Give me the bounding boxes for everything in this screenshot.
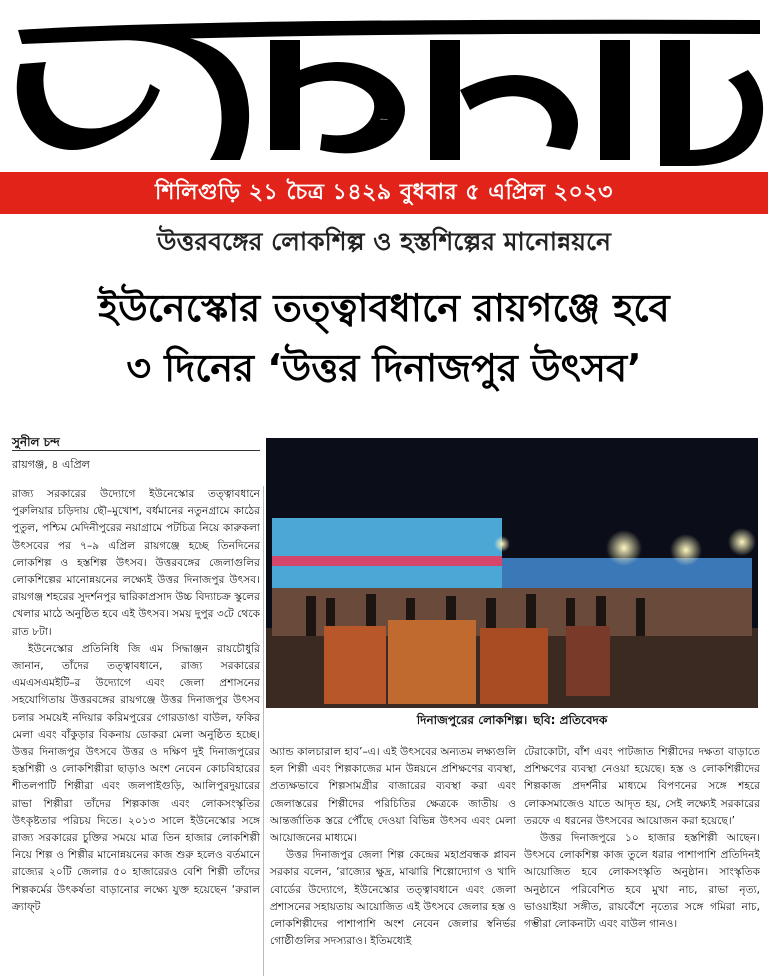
newspaper-logo (0, 0, 768, 172)
caption-main: দিনাজপুরের লোকশিল্প। (416, 713, 528, 727)
article-column-1 (12, 486, 260, 976)
paragraph: ইউনেস্কোর প্রতিনিধি জি এম সিদ্ধাঞ্জন রায়চৌধুরি জানান, তাঁদের তত্ত্বাবধানে, রাজ্য সরকারের এমএসএমইটি–র উদ্যোগে এবং জেলা প্রশাসনের সহযোগিতায় উত্তরবঙ্গের রায়গঞ্জে উত্তর দিনাজপুর উৎসব চলার সময়েই নদিয়ার করিমপুরের গোরডাঙা বাউল, ফকির মেলা এবং বাঁকুড়ার বিকনায় ডোকরা মেলা অনুষ্ঠিত হচ্ছে। উত্তর দিনাজপুর উৎসবে উত্তর ও দক্ষিণ দুই দিনাজপুরের হস্তশিল্পী ও লোকশিল্পীরা ছাড়াও অংশ নেবেন কোচবিহারের শীতলপাটি শিল্পীরা এবং জলপাইগুড়ি, আলিপুরদুয়ারের রাভা শিল্পীরা তাঁদের শিল্পকাজ এবং লোকসংস্কৃতির উৎকৃষ্টতার পরিচয় দিতে। ২০১৩ সালে ইউনেস্কোর সঙ্গে রাজ্য সরকারের চুক্তির সময়ে মাত্র তিন হাজার লোকশিল্পী নিয়ে শিল্প ও শিল্পীর মানোন্নয়নের কাজ শুরু হলেও বর্তমানে রাজ্যের ২০টি জেলার ৫০ হাজারেরও বেশি শিল্পী তাঁদের শিল্পকর্মের উৎকর্ষতা বাড়ানোর লক্ষ্যে যুক্ত হয়েছেন ‘রুরাল ক্র্যাফ্‌ট (12, 642, 260, 913)
byline: সুনীল চন্দ (12, 435, 60, 449)
paragraph: উত্তর দিনাজপুরে ১০ হাজার হস্তশিল্পী আছেন। উৎসবে লোকশিল্প কাজ তুলে ধরার পাশাপাশি প্রতিদিনই আয়োজিত হবে লোকসংস্কৃতি অনুষ্ঠান। সাংস্কৃতিক অনুষ্ঠানে পরিবেশিত হবে মুখা নাচ, রাভা নৃত্য, ভাওয়াইয়া সঙ্গীত, রায়বেঁশে নৃত্যের সঙ্গে গমিরা নাচ, গম্ভীরা লোকনাট্য এবং বাউল গানও। (524, 832, 760, 931)
paragraph: অ্যান্ড কালচারাল হাব’–এ। এই উৎসবের অন্যতম লক্ষ্যগুলি হল শিল্পী এবং শিল্পকাজের মান উন্নয়নে প্রশিক্ষণের ব্যবস্থা, প্রত্যক্ষভাবে শিল্পসামগ্রীর বাজারের ব্যবস্থা করা এবং জেলাস্তরের শিল্পীদের পরিচিতির ক্ষেত্রকে জাতীয় ও আন্তর্জাতিক স্তরে পৌঁছে দেওয়া বিভিন্ন উৎসব এবং মেলা আয়োজনের মাধ্যমে। (270, 746, 516, 845)
article-kicker: উত্তরবঙ্গের লোকশিল্প ও হস্তশিল্পের মানোন্নয়নে (157, 227, 611, 256)
dateline-place: রায়গঞ্জ, ৪ এপ্রিল (12, 458, 90, 471)
fair-photo (266, 438, 758, 708)
paragraph: উত্তর দিনাজপুর জেলা শিল্প কেন্দ্রের মহাপ্রবন্ধক প্লাবন সরকার বলেন, ‘রাজ্যের ক্ষুদ্র, মাঝারি শিল্পোদ্যোগ ও খাদি বোর্ডের উদ্যোগে, ইউনেস্কোর তত্ত্বাবধানে এবং জেলা প্রশাসনের সহায়তায় আয়োজিত এই উৎসবে জেলার হস্ত ও লোকশিল্পীদের পাশাপাশি অংশ নেবেন জেলার স্বনির্ভর গোষ্ঠীগুলির সদস্যরাও। ইতিমধ্যেই (270, 849, 516, 948)
article-photo (266, 438, 758, 708)
photo-caption (266, 712, 758, 732)
headline-line-2: ৩ দিনের ‘উত্তর দিনাজপুর উৎসব’ (126, 346, 642, 390)
paragraph: টেরাকোটা, বাঁশ এবং পাটজাত শিল্পীদের দক্ষতা বাড়াতে প্রশিক্ষণের ব্যবস্থা নেওয়া হয়েছে। হস্ত ও লোকশিল্পীদের শিল্পকাজ প্রদর্শনীর মাধ্যমে বিপণনের সঙ্গে শহরে লোকসমাজেও যাতে আদৃত হয়, সেই লক্ষ্যেই সরকারের তরফে এ ধরনের উৎসবের আয়োজন করা হয়েছে।’ (524, 746, 760, 827)
article-headline (10, 278, 758, 398)
paragraph: রাজ্য সরকারের উদ্যোগে ইউনেস্কোর তত্ত্বাবধানে পুরুলিয়ার চড়িদায় ছৌ–মুখোশ, বর্ধমানের নতুনগ্রামে কাঠের পুতুল, পশ্চিম মেদিনীপুরের নয়াগ্রামে পটচিত্র নিয়ে কারুকলা উৎসবের পর ৭–৯ এপ্রিল রায়গঞ্জে হচ্ছে তিনদিনের লোকশিল্প ও হস্তশিল্প উৎসব। উত্তরবঙ্গের জেলাগুলির লোকশিল্পের মানোন্নয়নের লক্ষ্যেই উত্তর দিনাজপুর উৎসব। রায়গঞ্জ শহরের সুদর্শনপুর দ্বারিকাপ্রসাদ উচ্চ বিদ্যাচক্র স্কুলের খেলার মাঠে অনুষ্ঠিত হবে এই উৎসব। সময় দুপুর ৩টে থেকে রাত ৮টা। (12, 488, 260, 638)
masthead (0, 0, 768, 172)
headline-line-1: ইউনেস্কোর তত্ত্বাবধানে রায়গঞ্জে হবে (98, 286, 670, 330)
caption-credit: ছবি: প্রতিবেদক (533, 713, 608, 727)
dateline-banner (0, 172, 768, 214)
article-column-3 (524, 744, 760, 976)
article-column-2 (270, 744, 516, 976)
dateline-text: শিলিগুড়ি ২১ চৈত্র ১৪২৯ বুধবার ৫ এপ্রিল ২০২৩ (155, 179, 613, 205)
logo-text: আজকাল (380, 119, 388, 121)
column-divider (263, 486, 264, 976)
byline-divider (12, 450, 260, 451)
